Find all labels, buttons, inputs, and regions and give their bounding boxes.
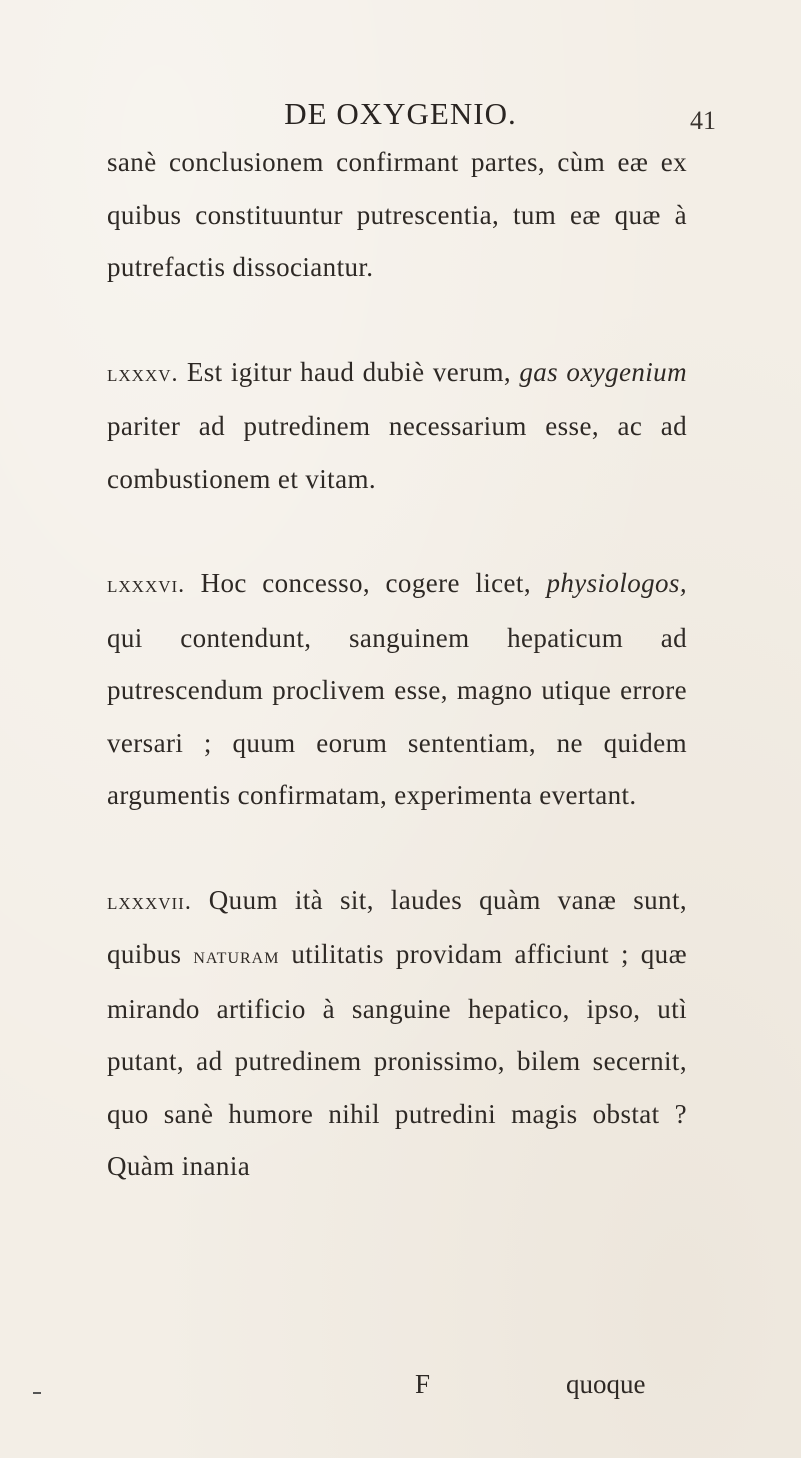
- paragraph-text: Quum ità sit, laudes quàm vanæ sunt, quibus: [107, 884, 687, 969]
- smallcaps-term: naturam: [193, 943, 280, 968]
- paragraph-text: sanè conclusionem confirmant partes, cùm eæ ex quibus constituuntur putrescentia, tum eæ quæ à putrefactis dissociantur.: [107, 147, 687, 282]
- page-header: [0, 92, 801, 142]
- paragraph-text: Hoc concesso, cogere licet,: [185, 568, 547, 598]
- paragraph-text: Est igitur haud dubiè verum,: [178, 356, 520, 387]
- italic-term: physiologos,: [546, 568, 687, 598]
- paragraph-lxxxv: [107, 346, 687, 506]
- paragraph-text: pariter ad putredinem necessarium esse, ac ad combustionem et vitam.: [107, 411, 687, 494]
- signature-mark: F: [415, 1369, 431, 1399]
- catchword: quoque: [566, 1369, 646, 1399]
- running-head: DE OXYGENIO.: [284, 96, 517, 131]
- paragraph-text: qui contendunt, sanguinem hepaticum ad putrescendum proclivem esse, magno utique errore versari ; quum eorum sententiam, ne quidem argumentis confirmatam, experimenta evertant.: [107, 622, 687, 810]
- body-text: [107, 136, 687, 1193]
- paragraph-lxxxvi: [107, 557, 687, 822]
- page-number: 41: [690, 106, 716, 135]
- section-numeral: lxxxv.: [107, 360, 179, 387]
- page-footer: [0, 1369, 801, 1413]
- paragraph-text: utilitatis providam afficiunt ; quæ mirando artificio à sanguine hepatico, ipso, utì putant, ad putredinem pronissimo, bilem secernit, quo sanè humore nihil putredini magis obstat ? Quàm inania: [107, 939, 687, 1181]
- section-numeral: lxxxvii.: [107, 888, 192, 915]
- paragraph-intro: [107, 136, 687, 294]
- paragraph-lxxxvii: [107, 874, 687, 1193]
- section-numeral: lxxxvi.: [107, 572, 186, 598]
- italic-term: gas oxygenium: [519, 356, 687, 387]
